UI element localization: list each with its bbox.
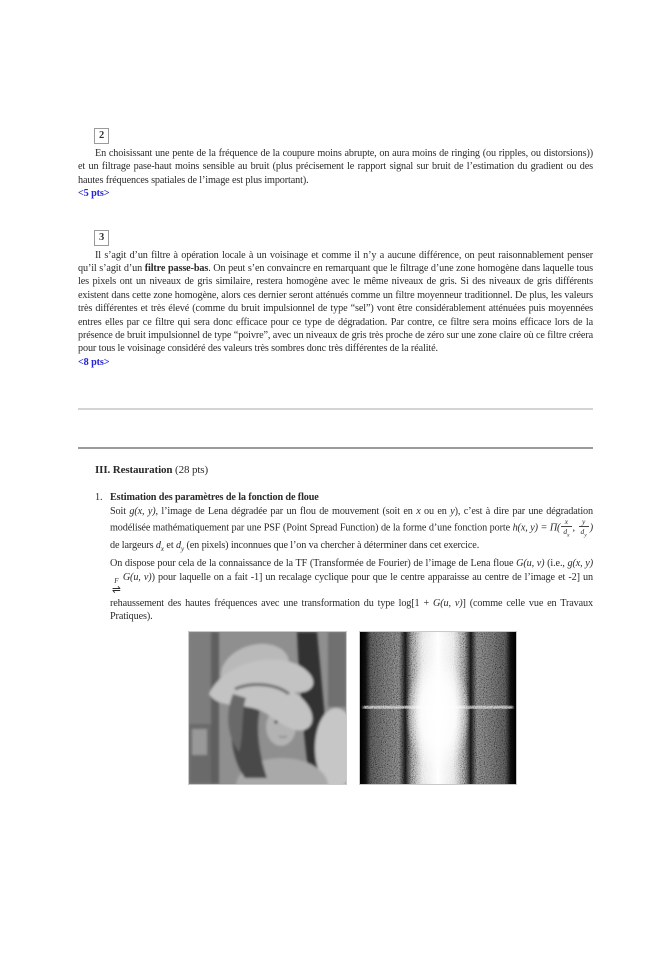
math-log-prefix: log[1 + [398, 597, 434, 609]
den-base: d [563, 527, 568, 537]
p1-text: et [164, 540, 176, 552]
math-h-pi: h(x, y) = Π( [512, 522, 561, 534]
item-number: 1. [95, 491, 103, 503]
harpoons-icon: ⇌ [112, 585, 121, 597]
p1-text: (en pixels) inconnues que l’on va chercher à déterminer dans cet exercice. [184, 540, 480, 552]
p1-text: Soit [110, 505, 130, 517]
fourier-spectrum-image [360, 632, 516, 784]
divider-top [78, 408, 593, 410]
math-g-xy: g(x, y) [129, 505, 156, 517]
divider-bottom [78, 447, 593, 449]
math-G-uv: G(u, ν) [433, 597, 463, 609]
math-dy: d [175, 540, 181, 552]
section-heading-points: (28 pts) [172, 464, 209, 477]
math-x: x [416, 505, 421, 517]
math-comma: , [572, 522, 578, 534]
frac-denominator [579, 526, 589, 539]
fourier-spectrum-figure [359, 631, 517, 785]
p2-text: (comme celle vue en Travaux Pratiques). [110, 597, 594, 623]
math-log-suffix: ] [462, 597, 466, 609]
math-G-uv: G(u, ν) [516, 558, 545, 570]
math-y: y [450, 505, 455, 517]
answer-2-paragraph: En choisissant une pente de la fréquence de la coupure moins abrupte, on aura moins de ringing (ou ripples, ou distorsions)) et un filtrage pase-haut moins sensible au bruit (plus précisement le rapport signal sur bruit de l’estimation du gradient ou des hautes fréquences spatiales de l’image est plus important). [78, 148, 593, 186]
exercise-item-1 [95, 491, 594, 785]
section-heading-title: III. Restauration [95, 464, 173, 477]
math-g-xy: g(x, y) [567, 558, 593, 570]
answer-3-text-end: . On peut s’en convaincre en remarquant que le filtrage d’une zone homogène dans laquelle tous les pixels ont un niveaux de gris similaire, restera homogène avec le même niveaux de gris. Si des niveaux de gris différents existent dans cette zone homogène, alors ces dernier seront atténués comme un filtre moyenneur traditionnel. De plus, les valeurs très différentes et très élevé (comme du bruit impulsionnel de type “sel”) vont être considérablement atténuées puis moyennées entres elles par ce filtre qui sera donc efficace pour ce type de dégradation. Par contre, ce filtre sera moins efficace lors de la présence de bruit impulsionnel de type “poivre”, avec un niveaux de gris très proche de zéro sur une zone claire où ce filtre créera pour tous le voisinage considéré des valeurs très sombres donc très différentes de la réalité. [78, 263, 594, 355]
math-dx: d [155, 540, 161, 552]
frac-numerator: y [582, 517, 586, 526]
question-number-box-2: 2 [94, 128, 109, 144]
answer-2-points-badge: <5 pts> [78, 188, 110, 200]
math-close-paren: ) [589, 522, 594, 534]
math-dx-sub: x [160, 545, 164, 554]
item-title: Estimation des paramètres de la fonction de floue [110, 491, 319, 503]
frac-numerator: x [564, 517, 569, 526]
fourier-transform-pair-symbol [112, 578, 121, 597]
p1-text: de largeurs [110, 540, 156, 552]
answer-3-points-badge: <8 pts> [78, 356, 110, 368]
den-base: d [580, 527, 585, 537]
fraction-y-over-dy [579, 518, 589, 539]
den-sub: y [584, 532, 587, 539]
lena-image [189, 632, 346, 784]
p2-text: (i.e., [544, 558, 568, 570]
p2-text: ) pour laquelle on a fait -1] un recalage cyclique pour que le centre apparaisse au centre de l’image et -2] un rehaussement des hautes fréquences avec une transformation du type [110, 571, 593, 609]
question-number-box-3: 3 [94, 230, 109, 246]
p1-text: , l’image de Lena dégradée par un flou de mouvement (soit en [155, 505, 417, 517]
p1-text: ou en [420, 505, 451, 517]
answer-3-paragraph [78, 249, 593, 356]
answer-3-bold-term: filtre passe-bas [144, 263, 209, 275]
p2-text: On dispose pour cela de la connaissance de la TF (Transformée de Fourier) de l’image de Lena floue [110, 558, 517, 570]
item-paragraph-1 [110, 505, 593, 557]
lena-blurred-image-figure [188, 631, 347, 785]
frac-denominator [561, 526, 571, 539]
section-heading [95, 464, 593, 477]
math-G-uv: G(u, ν) [122, 571, 152, 583]
p1-text: ), c’est à dire par une dégradation modélisée mathématiquement par une PSF (Point Spread Function) de la forme d’une fonction porte [110, 505, 593, 534]
overset-F: F [114, 577, 119, 586]
fraction-x-over-dx [561, 518, 571, 539]
document-content [78, 128, 593, 785]
item-paragraph-2 [110, 557, 593, 623]
answer-3-text-start: Il s’agit d’un filtre à opération locale à un voisinage et comme il n’y a aucune différence, on peut raisonnablement penser qu’il s’agit d’un [78, 249, 593, 275]
math-dy-sub: y [180, 545, 185, 554]
figure-row [188, 631, 593, 785]
den-sub: x [567, 532, 570, 539]
